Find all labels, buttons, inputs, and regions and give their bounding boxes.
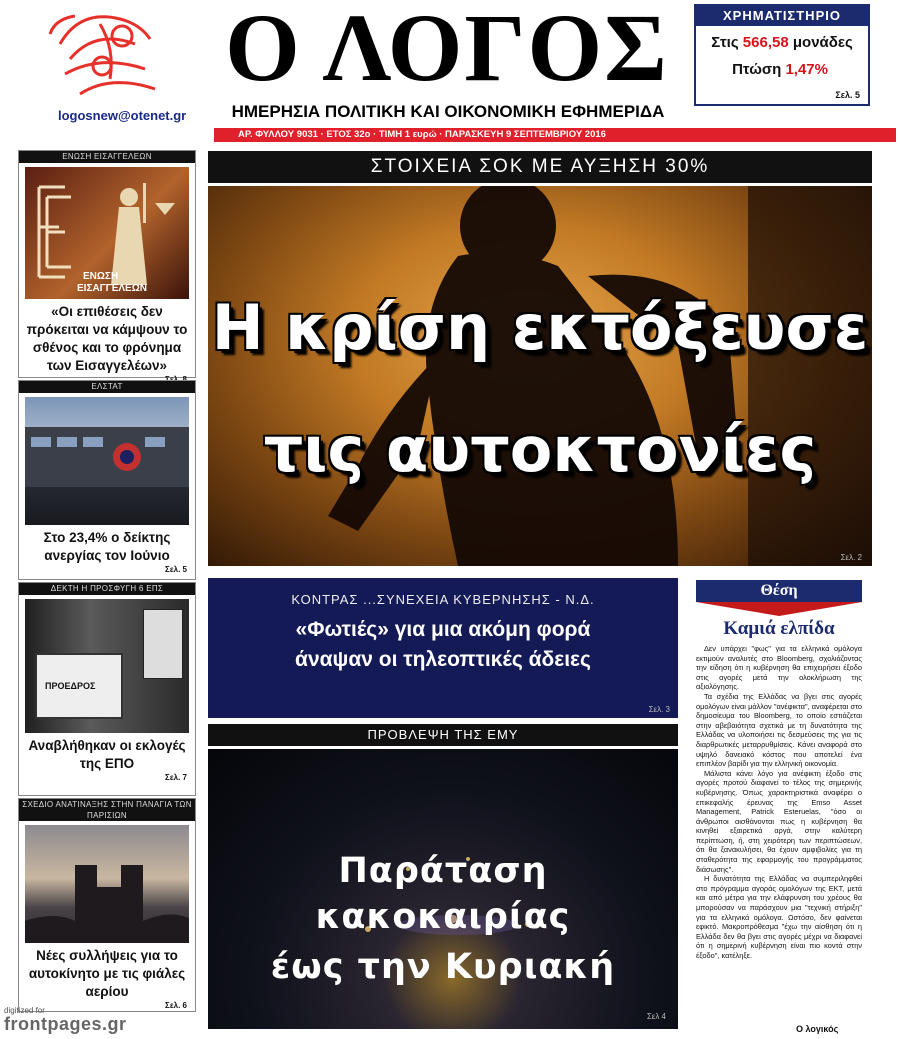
newspaper-subtitle: ΗΜΕΡΗΣΙΑ ΠΟΛΙΤΙΚΗ ΚΑΙ ΟΙΚΟΝΟΜΙΚΗ ΕΦΗΜΕΡΙΔΑ xyxy=(231,102,665,121)
opinion-section-label: Θέση xyxy=(696,580,862,602)
notre-dame-image xyxy=(25,825,189,943)
weather-kicker: ΠΡΟΒΛΕΨΗ ΤΗΣ ΕΜΥ xyxy=(208,724,678,746)
left-story-3[interactable] xyxy=(18,582,196,796)
weather-headline-line-2: κακοκαιρίας xyxy=(315,897,571,937)
newspaper-title: Ο ΛΟΓΟΣ xyxy=(225,0,669,101)
story-weather[interactable] xyxy=(208,749,678,1029)
weather-headline-line-1: Παράταση xyxy=(338,851,548,891)
story-kicker: ΕΝΩΣΗ ΕΙΣΑΓΓΕΛΕΩΝ xyxy=(19,151,195,163)
sign-shape xyxy=(143,609,183,679)
stock-change-value: 1,47% xyxy=(785,61,828,78)
main-headline-line-2: τις αυτοκτονίες xyxy=(263,413,817,486)
story-kicker: ΔΕΚΤΗ Η ΠΡΟΣΦΥΓΗ 6 ΕΠΣ xyxy=(19,583,195,595)
left-story-4[interactable] xyxy=(18,798,196,1012)
story-headline: «Οι επιθέσεις δεν πρόκειται να κάμψουν το σθένος και το φρόνημα των Εισαγγελέων» xyxy=(26,304,188,373)
issue-line: ΑΡ. ΦΥΛΛΟΥ 9031 · ΕΤΟΣ 32ο · ΤΙΜΗ 1 ευρώ · ΠΑΡΑΣΚΕΥΗ 9 ΣΕΠΤΕΜΒΡΙΟΥ 2016 xyxy=(214,128,896,142)
stock-market-box xyxy=(694,4,870,106)
opinion-body xyxy=(696,644,862,961)
opinion-author: Ο λογικός xyxy=(796,1024,839,1034)
red-arrow-icon xyxy=(696,602,862,616)
page-ref: Σελ. 7 xyxy=(165,773,187,782)
left-story-2[interactable] xyxy=(18,380,196,580)
prosecutors-union-image xyxy=(25,167,189,299)
story-kicker: ΣΧΕΔΙΟ ΑΝΑΤΙΝΑΞΗΣ ΣΤΗΝ ΠΑΝΑΓΙΑ ΤΩΝ ΠΑΡΙΣΙΩΝ xyxy=(19,799,195,821)
page-ref: Σελ. 2 xyxy=(840,553,862,562)
page-ref: Σελ. 6 xyxy=(165,1001,187,1010)
main-story-hero[interactable] xyxy=(208,186,872,566)
main-headline-line-1: Η κρίση εκτόξευσε xyxy=(211,291,869,364)
page-ref: Σελ. 3 xyxy=(648,705,670,714)
story-kicker: ΕΛΣΤΑΤ xyxy=(19,381,195,393)
masthead xyxy=(0,0,900,148)
stock-change-line: Πτώση 1,47% xyxy=(732,61,828,78)
story-headline: Νέες συλλήψεις για το αυτοκίνητο με τις φιάλες αερίου xyxy=(28,948,186,999)
stock-index-value: 566,58 xyxy=(742,34,789,51)
email[interactable]: logosnew@otenet.gr xyxy=(58,108,187,123)
opinion-title: Καμιά ελπίδα xyxy=(723,618,835,639)
story-headline: Αναβλήθηκαν οι εκλογές της ΕΠΟ xyxy=(28,738,186,771)
story-kicker: ΚΟΝΤΡΑΣ ...ΣΥΝΕΧΕΙΑ ΚΥΒΕΡΝΗΣΗΣ - Ν.Δ. xyxy=(291,592,595,607)
stock-head: ΧΡΗΜΑΤΙΣΤΗΡΙΟ xyxy=(696,6,868,26)
story-tv-licenses[interactable] xyxy=(208,578,678,718)
cathedral-icon xyxy=(25,825,189,943)
story-headline: Στο 23,4% ο δείκτης ανεργίας τον Ιούνιο xyxy=(43,530,171,563)
opinion-paragraph: Μάλιστα κάνει λόγο για ανέφικτη έξοδο στις αγορές προτού διαφανεί το τέλος της σημερινής κυβέρνησης. Όπως χαρακτηριστικά αναφέρει ο επικεφαλής έρευνας της Emso Asset Management, Patrick Esteruelas, "όσο οι άνθρωποι αισθάνονται πως η κυβέρνηση θα κινηθεί εξαιρετικά αργά, στην καλύτερη περίπτωση, ή, στη χειρότερη των περιπτώσεων, ότι θα ξανακυλήσει, θα έχουν αμφιβολίες για τη σταθερότητα της εφαρμογής του προγράμματος διάσωσης". xyxy=(696,768,862,874)
logo-figures-icon xyxy=(40,4,170,104)
page-ref: Σελ 4 xyxy=(646,1012,666,1021)
story-headline-line-2: άναψαν οι τηλεοπτικές άδειες xyxy=(295,648,591,671)
building-icon xyxy=(25,397,189,525)
digitized-note: digitized for xyxy=(4,1006,45,1015)
stock-index-line: Στις 566,58 μονάδες xyxy=(711,34,853,51)
opinion-paragraph: Η δυνατότητα της Ελλάδας να συμπεριληφθεί στο πρόγραμμα αγοράς ομολόγων της ΕΚΤ, μετά και από μέτρα για την ελάφρυνση του χρέους θα μπορούσαν να παράσχουν μια "τεχνική στήριξη" για τα ελληνικά ομόλογα. Ωστόσο, δεν φαίνεται εφικτό. Μακροπρόθεσμα "έχω την αίσθηση ότι η Ελλάδα δεν θα βγει στις αγορές μέχρι να διαφανεί ότι η σημερινή κυβέρνηση είναι πιο κοντά στην έξοδο", κατέληξε. xyxy=(696,874,862,960)
frontpages-brand[interactable]: frontpages.gr xyxy=(4,1014,127,1034)
weather-headline-line-3: έως την Κυριακή xyxy=(270,947,616,987)
image-caption: ΠΡΟΕΔΡΟΣ xyxy=(45,681,96,691)
image-caption: ΕΙΣΑΓΓΕΛΕΩΝ xyxy=(77,283,147,294)
page-ref: Σελ. 5 xyxy=(835,90,860,100)
left-column xyxy=(18,150,196,1020)
main-kicker: ΣΤΟΙΧΕΙΑ ΣΟΚ ΜΕ ΑΥΞΗΣΗ 30% xyxy=(208,151,872,183)
epo-chair-image xyxy=(25,599,189,733)
page-ref: Σελ. 5 xyxy=(165,565,187,574)
opinion-paragraph: Τα σχέδια της Ελλάδας να βγει στις αγορές ομολόγων είναι μάλλον "ανέφικτα", αναφέρεται στο δημοσίευμα του Bloomberg, το οποίο εστιάζεται στην αβεβαιότητα σχετικά με τη δυνατότητα της Ελλάδας να υλοποιήσει τις δεσμεύσεις της για τις διαρθρωτικές μεταρρυθμίσεις. Κάνει αναφορά στο υψηλό δανειακό κόστος που αποτελεί ένα επιπλέον βαρίδι για την ελληνική οικονομία. xyxy=(696,691,862,769)
elstat-building-image xyxy=(25,397,189,525)
left-story-1[interactable] xyxy=(18,150,196,378)
image-caption: ΕΝΩΣΗ xyxy=(83,271,119,282)
story-headline-line-1: «Φωτιές» για μια ακόμη φορά xyxy=(295,618,591,641)
silhouette-icon xyxy=(208,186,872,566)
opinion-paragraph: Δεν υπάρχει "φως" για τα ελληνικά ομόλογα εκτιμούν αναλυτές στο Bloomberg, σχολιάζοντας την είδηση ότι η κυβέρνηση θα επιχειρήσει έξοδο στις αγορές μετά την ολοκλήρωση της αξιολόγησης. xyxy=(696,644,862,692)
